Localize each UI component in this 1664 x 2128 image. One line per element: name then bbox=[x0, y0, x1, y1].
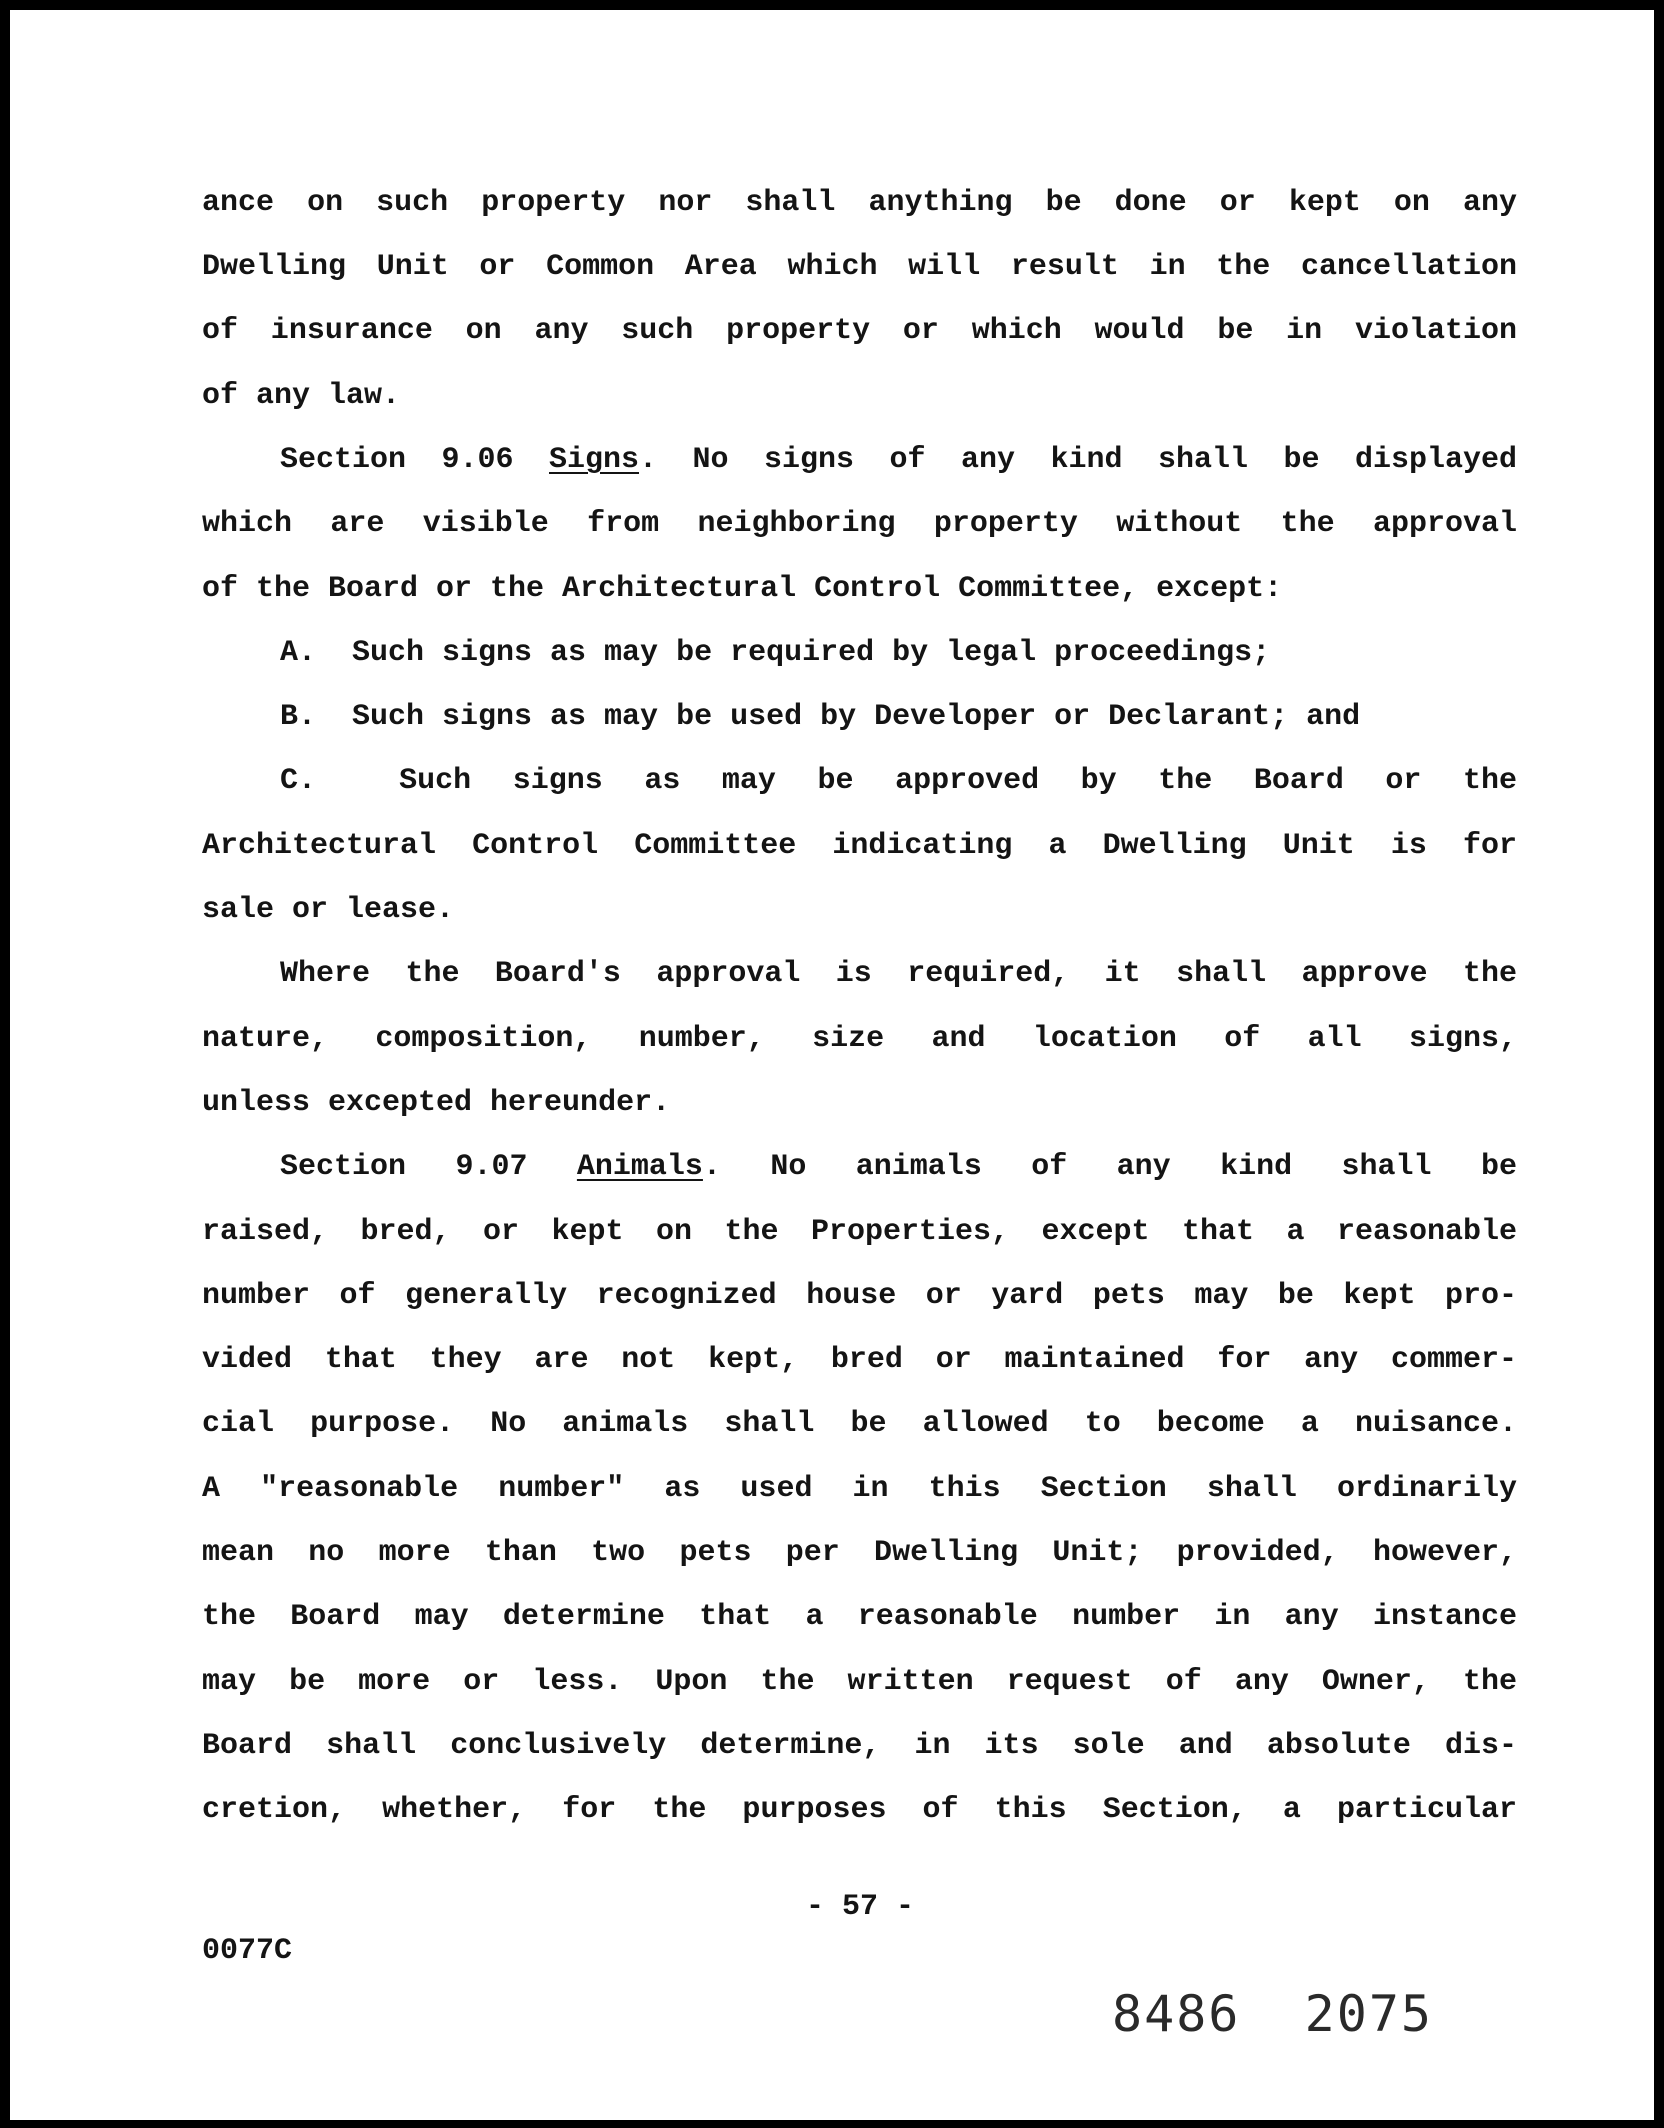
list-item-b: B. Such signs as may be used by Developer or Declarant; and bbox=[280, 700, 1361, 734]
body-line: cial purpose. No animals shall be allowed to become a nuisance. bbox=[202, 1407, 1517, 1441]
section-number: Section 9.06 bbox=[280, 443, 514, 477]
section-9-07-heading-line bbox=[280, 1149, 1517, 1185]
section-text: . No animals of any kind shall be bbox=[702, 1150, 1517, 1184]
page-number: - 57 - bbox=[805, 1890, 915, 1924]
body-line: mean no more than two pets per Dwelling Unit; provided, however, bbox=[202, 1536, 1517, 1570]
body-line: nature, composition, number, size and location of all signs, bbox=[202, 1022, 1517, 1056]
body-line: of any law. bbox=[202, 379, 401, 413]
body-line: the Board may determine that a reasonable number in any instance bbox=[202, 1600, 1517, 1634]
body-line: A "reasonable number" as used in this Section shall ordinarily bbox=[202, 1472, 1517, 1506]
list-item-a: A. Such signs as may be required by legal proceedings; bbox=[280, 636, 1271, 670]
body-line: Architectural Control Committee indicating a Dwelling Unit is for bbox=[202, 829, 1517, 863]
body-line: of the Board or the Architectural Control Committee, except: bbox=[202, 572, 1283, 606]
body-line: sale or lease. bbox=[202, 893, 455, 927]
section-title-animals: Animals bbox=[576, 1150, 703, 1184]
section-9-06-heading-line bbox=[280, 442, 1517, 478]
section-title-signs: Signs bbox=[549, 443, 640, 477]
body-line: which are visible from neighboring property without the approval bbox=[202, 507, 1517, 541]
body-line: unless excepted hereunder. bbox=[202, 1086, 671, 1120]
document-page bbox=[10, 10, 1654, 2120]
body-line: Dwelling Unit or Common Area which will result in the cancellation bbox=[202, 250, 1517, 284]
list-item-c: C. Such signs as may be approved by the Board or the bbox=[280, 764, 1517, 798]
body-line: may be more or less. Upon the written request of any Owner, the bbox=[202, 1665, 1517, 1699]
document-code: 0077C bbox=[202, 1934, 293, 1968]
body-line: number of generally recognized house or yard pets may be kept pro- bbox=[202, 1279, 1517, 1313]
body-line: Where the Board's approval is required, it shall approve the bbox=[280, 957, 1517, 991]
section-text: . No signs of any kind shall be displayed bbox=[639, 443, 1517, 477]
body-line: raised, bred, or kept on the Properties, except that a reasonable bbox=[202, 1215, 1517, 1249]
body-line: vided that they are not kept, bred or maintained for any commer- bbox=[202, 1343, 1517, 1377]
body-line: Board shall conclusively determine, in its sole and absolute dis- bbox=[202, 1729, 1517, 1763]
section-number: Section 9.07 bbox=[280, 1150, 528, 1184]
body-line: ance on such property nor shall anything be done or kept on any bbox=[202, 186, 1517, 220]
body-line: cretion, whether, for the purposes of this Section, a particular bbox=[202, 1793, 1517, 1827]
body-line: of insurance on any such property or which would be in violation bbox=[202, 314, 1517, 348]
stamp-number: 8486 2075 bbox=[1112, 1985, 1434, 2043]
